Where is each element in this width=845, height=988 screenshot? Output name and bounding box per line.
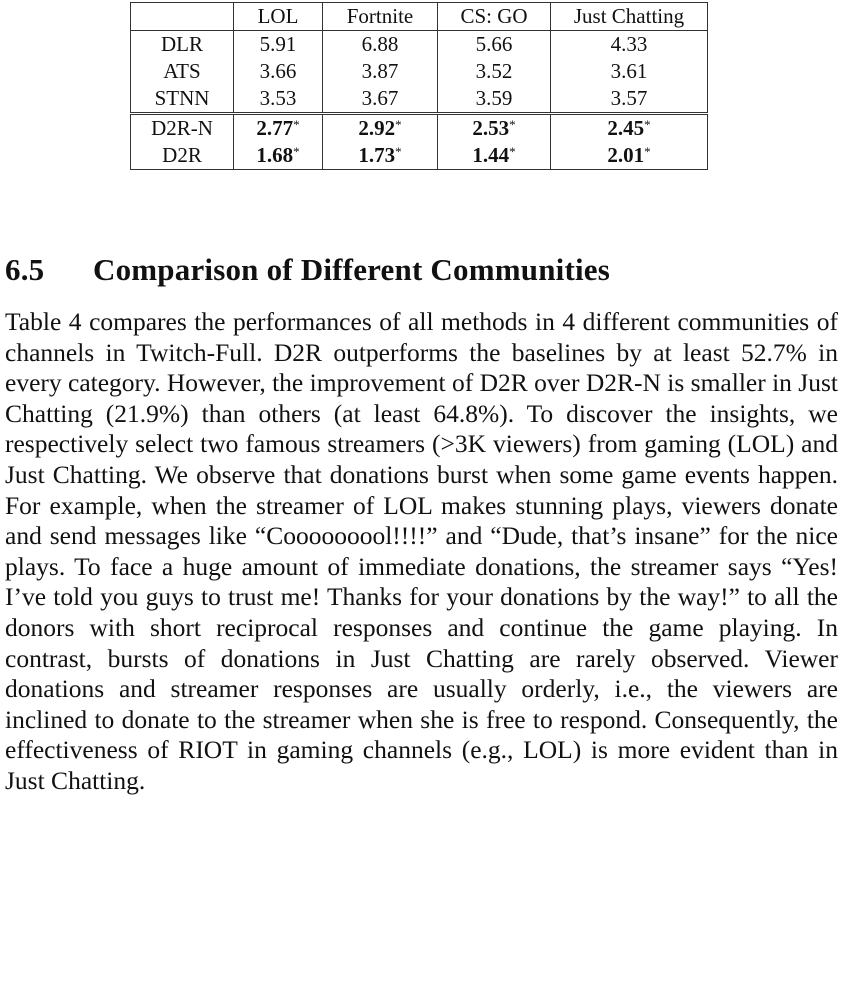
value-cell	[551, 58, 708, 85]
value-text: 4.33	[610, 32, 648, 56]
value-cell	[323, 85, 438, 114]
table-header-row	[131, 3, 708, 31]
value-text: 3.53	[259, 86, 297, 110]
section-heading	[5, 252, 610, 288]
value-cell	[323, 31, 438, 59]
value-cell	[551, 114, 708, 143]
section-body-paragraph: Table 4 compares the performances of all methods in 4 different communities of channels in Twitch-Full. D2R outperforms the baselines by at least 52.7% in every category. However, the improvement of D2R over D2R-N is smaller in Just Chatting (21.9%) than others (at least 64.8%). To discover the insights, we respectively select two famous streamers (>3K viewers) from gaming (LOL) and Just Chatting. We observe that donations burst when some game events happen. For example, when the streamer of LOL makes stunning plays, viewers donate and send messages like “Cooooooool!!!!” and “Dude, that’s insane” for the nice plays. To face a huge amount of immediate donations, the streamer says “Yes! I’ve told you guys to trust me! Thanks for your donations by the way!” to all the donors with short reciprocal responses and continue the game playing. In contrast, bursts of donations in Just Chatting are rarely observed. Viewer donations and streamer responses are usually orderly, i.e., the viewers are inclined to donate to the streamer when she is free to respond. Consequently, the effectiveness of RIOT in gaming channels (e.g., LOL) is more evident than in Just Chatting.	[5, 307, 838, 795]
value-cell	[438, 31, 551, 59]
value-text: 3.59	[475, 86, 513, 110]
significance-mark: *	[395, 117, 402, 132]
value-text: 1.68	[256, 143, 294, 167]
value-cell	[438, 58, 551, 85]
value-cell	[234, 31, 323, 59]
significance-mark: *	[293, 144, 300, 159]
value-text: 2.53	[472, 116, 510, 140]
value-text: 1.44	[472, 143, 510, 167]
significance-mark: *	[509, 117, 516, 132]
method-cell: D2R	[131, 142, 234, 170]
value-text: 5.91	[259, 32, 297, 56]
value-text: 3.57	[610, 86, 648, 110]
significance-mark: *	[293, 117, 300, 132]
value-cell	[551, 85, 708, 114]
value-cell	[234, 142, 323, 170]
method-cell: DLR	[131, 31, 234, 59]
method-cell: ATS	[131, 58, 234, 85]
method-cell: STNN	[131, 85, 234, 114]
significance-mark: *	[395, 144, 402, 159]
value-cell	[323, 114, 438, 143]
method-cell: D2R-N	[131, 114, 234, 143]
table-row	[131, 31, 708, 59]
value-cell	[323, 58, 438, 85]
table-row	[131, 58, 708, 85]
value-text: 3.61	[610, 59, 648, 83]
value-cell	[323, 142, 438, 170]
value-cell	[234, 85, 323, 114]
value-text: 2.92	[358, 116, 396, 140]
value-cell	[234, 58, 323, 85]
value-text: 2.01	[607, 143, 645, 167]
value-text: 3.52	[475, 59, 513, 83]
significance-mark: *	[644, 144, 651, 159]
table-row	[131, 85, 708, 114]
header-cell: Just Chatting	[551, 3, 708, 31]
header-cell	[131, 3, 234, 31]
value-cell	[234, 114, 323, 143]
results-table	[130, 2, 708, 170]
value-cell	[438, 114, 551, 143]
value-cell	[551, 31, 708, 59]
significance-mark: *	[644, 117, 651, 132]
value-text: 2.45	[607, 116, 645, 140]
value-cell	[438, 85, 551, 114]
value-text: 3.87	[361, 59, 399, 83]
value-cell	[438, 142, 551, 170]
value-text: 2.77	[256, 116, 294, 140]
header-cell: CS: GO	[438, 3, 551, 31]
value-text: 5.66	[475, 32, 513, 56]
value-cell	[551, 142, 708, 170]
header-cell: Fortnite	[323, 3, 438, 31]
value-text: 3.66	[259, 59, 297, 83]
value-text: 1.73	[358, 143, 396, 167]
table-row	[131, 142, 708, 170]
value-text: 6.88	[361, 32, 399, 56]
significance-mark: *	[509, 144, 516, 159]
value-text: 3.67	[361, 86, 399, 110]
section-title: Comparison of Different Communities	[93, 252, 611, 287]
header-cell: LOL	[234, 3, 323, 31]
table-row	[131, 114, 708, 143]
section-number: 6.5	[5, 252, 45, 287]
